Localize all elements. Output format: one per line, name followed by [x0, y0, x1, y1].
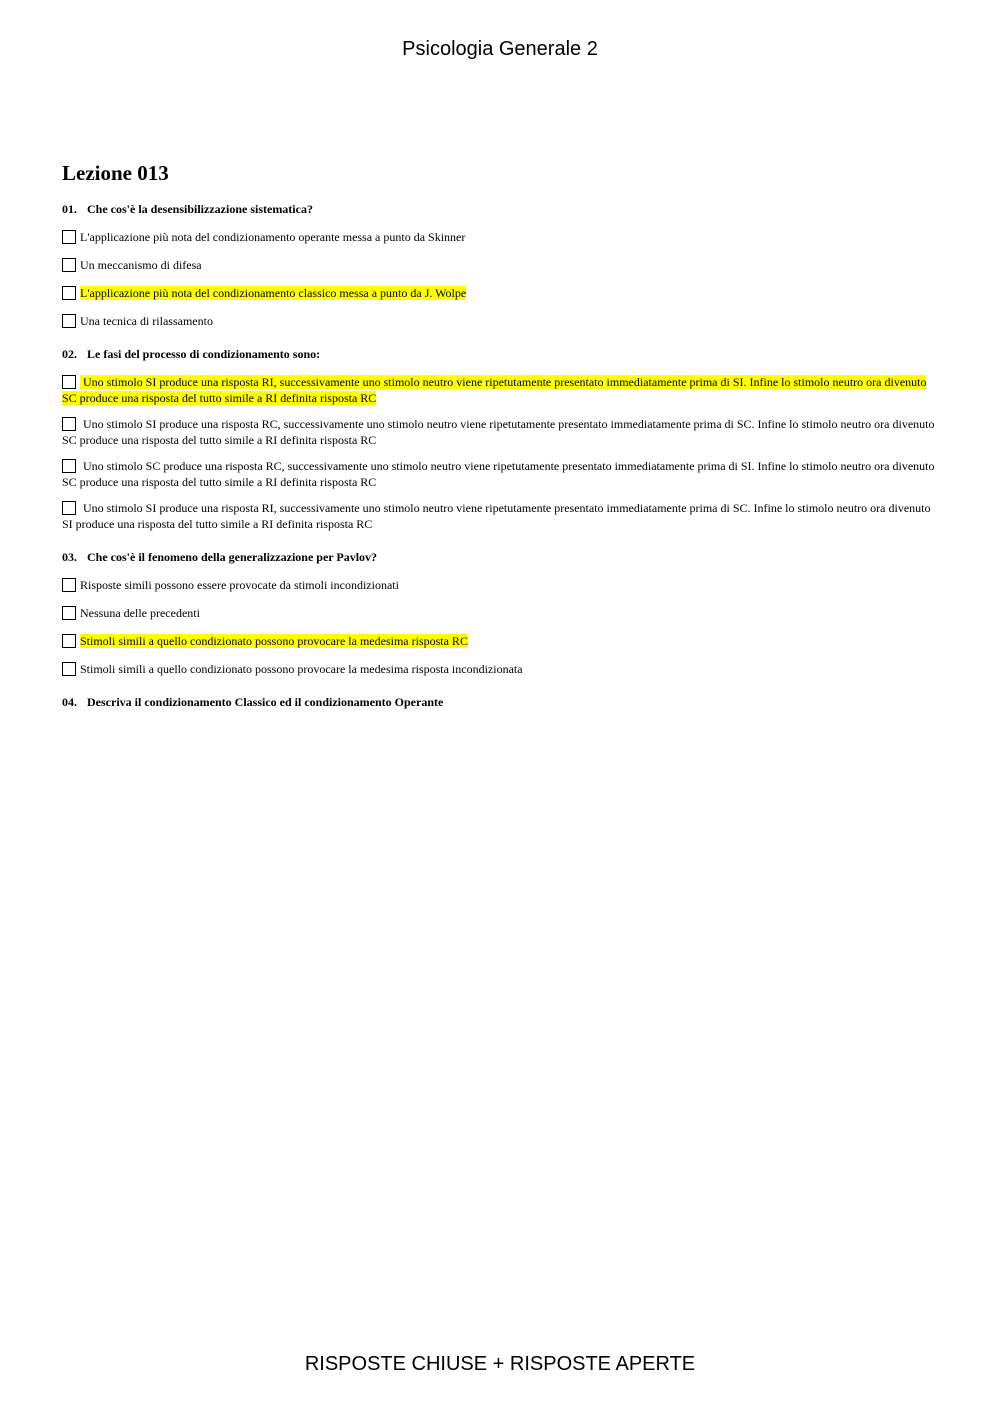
question-01 — [62, 201, 938, 329]
answer-text: Risposte simili possono essere provocate da stimoli incondizionati — [80, 578, 399, 592]
question-number: 04. — [62, 695, 77, 709]
answer-text: Uno stimolo SI produce una risposta RI, successivamente uno stimolo neutro viene ripetutamente presentato immediatamente prima di SC. Infine lo stimolo neutro ora divenuto SI produce una risposta del tutto simile a RI definita risposta RC — [62, 501, 931, 531]
question-label: Che cos'è il fenomeno della generalizzazione per Pavlov? — [87, 550, 378, 564]
question-number: 03. — [62, 550, 77, 564]
answer-text: Uno stimolo SI produce una risposta RC, successivamente uno stimolo neutro viene ripetutamente presentato immediatamente prima di SC. Infine lo stimolo neutro ora divenuto SC produce una risposta del tutto simile a RI definita risposta RC — [62, 417, 935, 447]
lesson-title: Lezione 013 — [62, 161, 169, 185]
checkbox[interactable] — [62, 258, 76, 272]
question-text — [62, 201, 938, 217]
answer-option — [62, 500, 938, 532]
answer-text: L'applicazione più nota del condizionamento operante messa a punto da Skinner — [80, 230, 466, 244]
answer-option — [62, 577, 938, 593]
checkbox[interactable] — [62, 375, 76, 389]
answer-option — [62, 285, 938, 301]
answer-option — [62, 313, 938, 329]
checkbox[interactable] — [62, 634, 76, 648]
answer-text: Uno stimolo SI produce una risposta RI, successivamente uno stimolo neutro viene ripetutamente presentato immediatamente prima di SI. Infine lo stimolo neutro ora divenuto SC produce una risposta del tutto simile a RI definita risposta RC — [62, 375, 927, 405]
checkbox[interactable] — [62, 662, 76, 676]
question-03 — [62, 549, 938, 677]
answer-option — [62, 374, 938, 406]
answer-option — [62, 229, 938, 245]
question-text — [62, 549, 938, 565]
question-label: Le fasi del processo di condizionamento sono: — [87, 347, 321, 361]
question-02 — [62, 346, 938, 532]
checkbox[interactable] — [62, 501, 76, 515]
question-text — [62, 346, 938, 362]
question-text — [62, 694, 938, 710]
question-label: Che cos'è la desensibilizzazione sistematica? — [87, 202, 313, 216]
answer-text: Stimoli simili a quello condizionato possono provocare la medesima risposta RC — [80, 634, 468, 648]
answer-text: Stimoli simili a quello condizionato possono provocare la medesima risposta incondizionata — [80, 662, 523, 676]
checkbox[interactable] — [62, 606, 76, 620]
page-header: Psicologia Generale 2 — [402, 38, 598, 60]
answer-option — [62, 633, 938, 649]
checkbox[interactable] — [62, 314, 76, 328]
answer-text: Nessuna delle precedenti — [80, 606, 200, 620]
answer-option — [62, 416, 938, 448]
question-label: Descriva il condizionamento Classico ed il condizionamento Operante — [87, 695, 444, 709]
answer-option — [62, 257, 938, 273]
page-footer: RISPOSTE CHIUSE + RISPOSTE APERTE — [304, 1353, 696, 1375]
answer-text: Una tecnica di rilassamento — [80, 314, 213, 328]
document-body — [62, 159, 938, 727]
checkbox[interactable] — [62, 459, 76, 473]
question-number: 01. — [62, 202, 77, 216]
question-04 — [62, 694, 938, 710]
checkbox[interactable] — [62, 286, 76, 300]
answer-option — [62, 605, 938, 621]
answer-text: L'applicazione più nota del condizionamento classico messa a punto da J. Wolpe — [80, 286, 467, 300]
answer-text: Uno stimolo SC produce una risposta RC, successivamente uno stimolo neutro viene ripetutamente presentato immediatamente prima di SI. Infine lo stimolo neutro ora divenuto SC produce una risposta del tutto simile a RI definita risposta RC — [62, 459, 935, 489]
checkbox[interactable] — [62, 230, 76, 244]
answer-text: Un meccanismo di difesa — [80, 258, 202, 272]
checkbox[interactable] — [62, 578, 76, 592]
checkbox[interactable] — [62, 417, 76, 431]
question-number: 02. — [62, 347, 77, 361]
answer-option — [62, 458, 938, 490]
answer-option — [62, 661, 938, 677]
